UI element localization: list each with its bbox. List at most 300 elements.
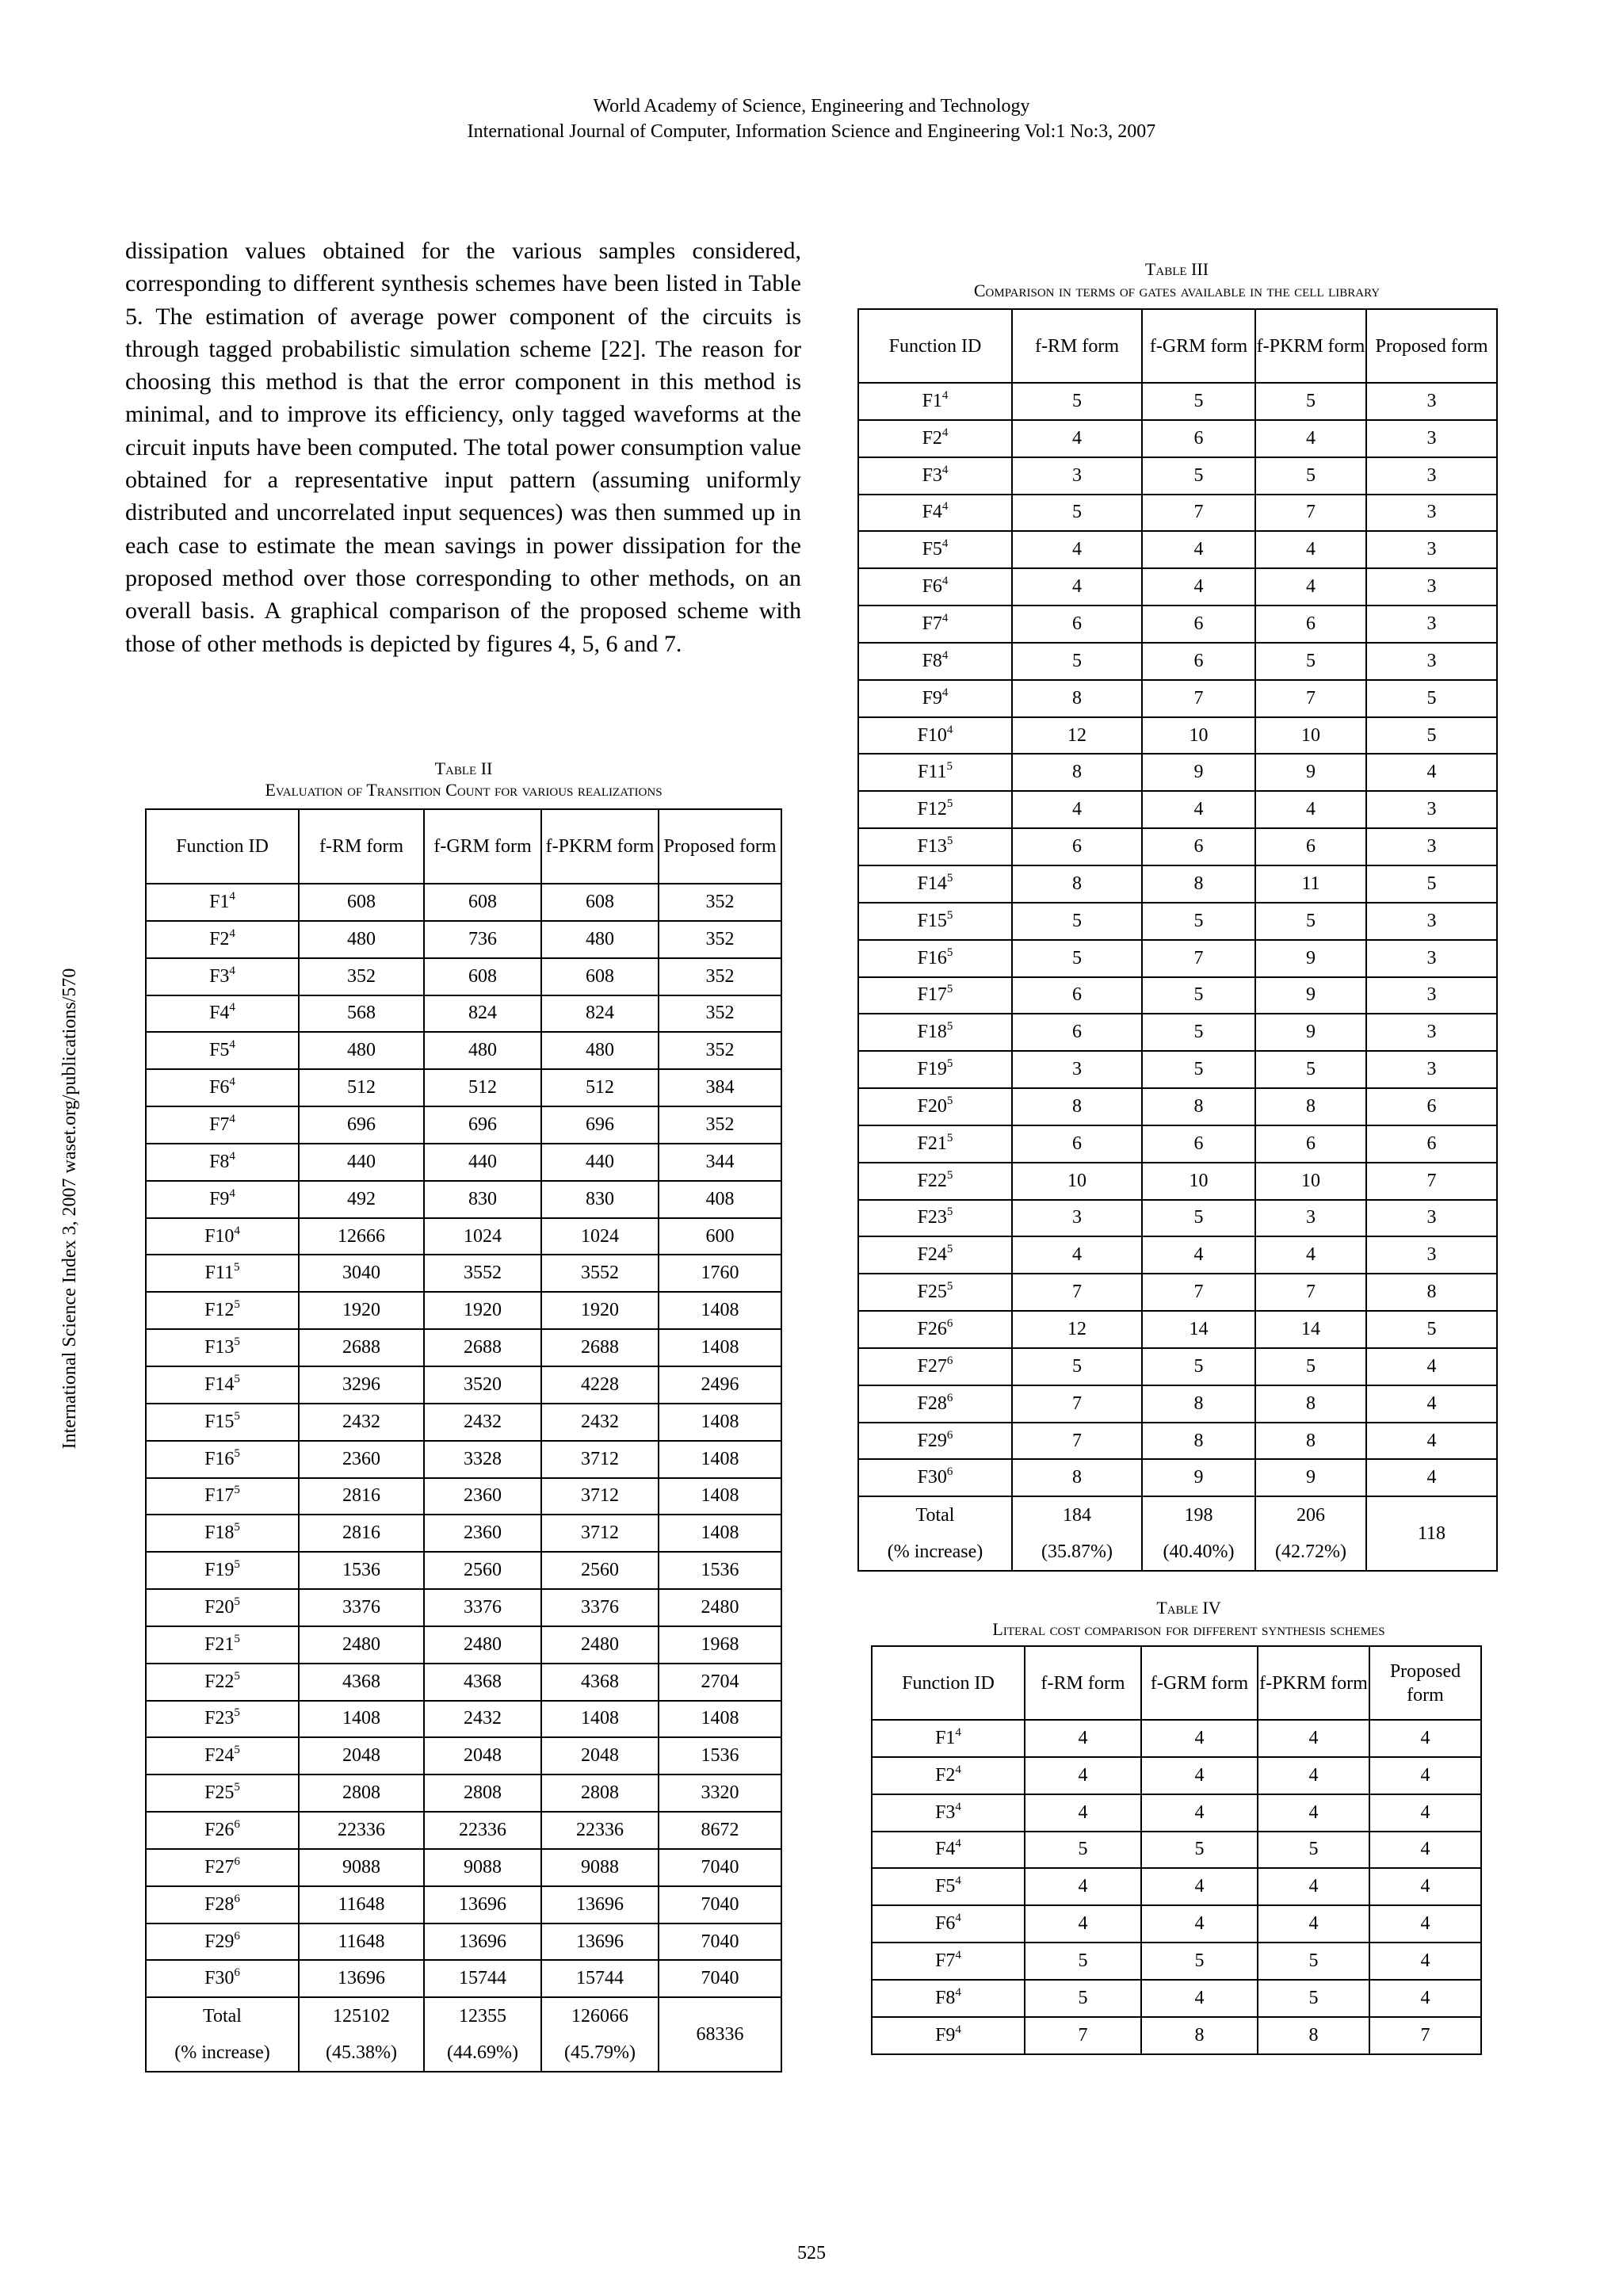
table3-total-value: 206 [1296,1505,1325,1526]
table3-function-id [858,643,1012,680]
table4-cell: 4 [1141,1757,1258,1794]
table3-row [858,531,1497,568]
table2-total-cell [659,1997,781,2072]
table3-cell: 5 [1255,383,1366,420]
table3-cell: 6 [1012,1125,1142,1163]
table3-cell: 3 [1366,977,1497,1014]
table3-cell: 3 [1255,1200,1366,1237]
table2-cell: 1024 [424,1218,541,1255]
table2-cell: 344 [659,1144,781,1181]
table3-function-id [858,1311,1012,1348]
function-superscript: 4 [229,1112,235,1125]
table2-cell: 11648 [299,1924,424,1961]
table2-cell: 1408 [541,1701,659,1738]
table4-cell: 4 [1141,1794,1258,1832]
table3-function-id [858,1236,1012,1274]
table2-cell: 13696 [424,1924,541,1961]
function-name: F27 [917,1355,947,1377]
table2-row [146,1515,781,1552]
function-superscript: 4 [941,388,949,402]
function-superscript: 5 [946,1131,953,1144]
table3-cell: 4 [1366,754,1497,791]
table3-total-cell [858,1496,1012,1571]
table4-cell: 4 [1258,1794,1369,1832]
function-name: F19 [204,1560,235,1581]
function-superscript: 5 [234,1298,240,1312]
table3-cell: 8 [1012,865,1142,903]
table3-cell: 6 [1142,420,1255,457]
table3-function-id [858,680,1012,717]
table3-cell: 4 [1366,1459,1497,1496]
function-superscript: 5 [234,1558,240,1572]
function-name: F11 [918,762,947,783]
table2-cell: 3712 [541,1478,659,1515]
table3-cell: 5 [1012,1348,1142,1385]
table3-row [858,457,1497,495]
table2-row [146,1552,781,1589]
function-name: F28 [917,1392,947,1414]
table3-cell: 10 [1142,717,1255,755]
table2-row [146,1886,781,1924]
table3-cell: 8 [1012,754,1142,791]
table3-cell: 5 [1366,1311,1497,1348]
table2-cell: 22336 [299,1812,424,1849]
table3-cell: 8 [1142,1423,1255,1460]
table4-row [872,1794,1481,1832]
table2-cell: 440 [424,1144,541,1181]
table2-cell: 352 [659,995,781,1033]
table4-cell: 4 [1141,1905,1258,1943]
table3-cell: 8 [1142,1385,1255,1423]
table3-cell: 4 [1255,1236,1366,1274]
function-superscript: 6 [234,1966,240,1980]
table3-cell: 4 [1366,1348,1497,1385]
table3-cell: 3 [1012,457,1142,495]
table3-function-id [858,1459,1012,1496]
table3-cell: 5 [1255,643,1366,680]
table2-cell: 824 [541,995,659,1033]
table3-row [858,680,1497,717]
function-name: F16 [917,947,947,968]
table2-cell: 8672 [659,1812,781,1849]
table2-increase-value: (44.69%) [447,2042,518,2064]
table2-row [146,995,781,1033]
table3-cell: 4 [1255,791,1366,828]
table3-cell: 5 [1255,1348,1366,1385]
table4-cell: 4 [1258,1720,1369,1757]
table3-cell: 5 [1366,717,1497,755]
function-superscript: 5 [234,1706,240,1720]
table3-cell: 4 [1142,568,1255,606]
table3-cell: 5 [1012,903,1142,940]
table3-cell: 5 [1142,1014,1255,1051]
table2-cell: 352 [659,921,781,958]
function-superscript: 5 [946,1020,953,1033]
table2-total-cell [299,1997,424,2072]
table2-cell: 696 [541,1106,659,1144]
table3-function-id [858,717,1012,755]
table3-cell: 9 [1255,1459,1366,1496]
table2-cell: 3376 [424,1589,541,1626]
table3-cell: 7 [1142,940,1255,977]
function-superscript: 4 [229,1001,235,1014]
table2-cell: 1408 [659,1515,781,1552]
table3-cell: 8 [1012,680,1142,717]
function-name: F16 [204,1448,235,1469]
table2-total-value: 126066 [571,2006,628,2027]
function-name: F8 [935,1987,956,2008]
table2-cell: 1760 [659,1255,781,1292]
function-name: F5 [935,1876,956,1897]
body-paragraph: dissipation values obtained for the various samples considered, corresponding to different synthesis schemes have been listed in Table 5. The estimation of average power component of the circuits is through tagged probabilistic simulation scheme [22]. The reason for choosing this method is that the error component in this method is minimal, and to improve its efficiency, only tagged waveforms at the circuit inputs have been computed. The total power consumption value obtained for a representative input pattern (assuming uniformly distributed and uncorrelated input sequences) was then summed up in each case to estimate the mean savings in power dissipation for the proposed method over those corresponding to other methods, on an overall basis. A graphical comparison of the proposed scheme with those of other methods is depicted by figures 4, 5, 6 and 7. [125,238,801,657]
table3-row [858,1348,1497,1385]
table2-cell: 440 [541,1144,659,1181]
table3-cell: 4 [1142,531,1255,568]
table3-function-id [858,1125,1012,1163]
table2-row [146,1775,781,1812]
table3-total-row [858,1496,1497,1571]
table3-row [858,606,1497,643]
table3-cell: 4 [1142,1236,1255,1274]
table2-cell: 9088 [424,1849,541,1886]
table3-header-cell: f-GRM form [1142,309,1255,383]
table2-cell: 480 [424,1032,541,1069]
function-superscript: 5 [946,760,953,774]
table2-function-id [146,1664,299,1701]
table3-cell: 4 [1012,568,1142,606]
table3-total-cell [1012,1496,1142,1571]
table3-cell: 8 [1142,865,1255,903]
table3-function-id [858,754,1012,791]
table3-cell: 4 [1366,1423,1497,1460]
table2-cell: 512 [541,1069,659,1106]
table4-cell: 4 [1258,1757,1369,1794]
table4-cell: 4 [1369,1832,1481,1869]
function-name: F18 [204,1522,235,1544]
table3-function-id [858,1200,1012,1237]
table3-row [858,1163,1497,1200]
table3-total-value: 184 [1063,1505,1091,1526]
table4-cell: 4 [1025,1905,1141,1943]
table3-row [858,1051,1497,1088]
table4-cell: 7 [1025,2017,1141,2054]
table2-cell: 384 [659,1069,781,1106]
table3-cell: 7 [1142,680,1255,717]
function-superscript: 5 [234,1669,240,1683]
function-superscript: 4 [229,926,235,940]
table2-cell: 15744 [541,1960,659,1997]
page-number: 525 [797,2243,826,2264]
table3-function-id [858,606,1012,643]
table2-cell: 352 [659,884,781,921]
table4-cell: 4 [1025,1868,1141,1905]
table4-cell: 4 [1258,1905,1369,1943]
table2-cell: 1408 [659,1441,781,1478]
table2-cell: 3552 [424,1255,541,1292]
table2-cell: 824 [424,995,541,1033]
table2-cell: 608 [424,958,541,995]
table2-increase-value: (% increase) [174,2042,270,2064]
table4 [871,1645,1482,2055]
table2-function-id [146,1960,299,1997]
table2-function-id [146,1069,299,1106]
table2-total-cell [146,1997,299,2072]
table2-cell: 608 [299,884,424,921]
function-name: F8 [209,1151,230,1172]
function-superscript: 5 [946,1057,953,1071]
table3-total-cell [1366,1496,1497,1571]
table3-cell: 6 [1142,1125,1255,1163]
table4-function-id [872,1980,1025,2017]
table3-row [858,1088,1497,1125]
function-name: F30 [204,1968,235,1989]
function-superscript: 4 [955,1874,961,1888]
table4-header-cell: f-PKRM form [1258,1646,1369,1720]
function-name: F20 [917,1095,947,1117]
function-name: F22 [204,1671,235,1692]
table4-function-id [872,1757,1025,1794]
table2-function-id [146,1329,299,1366]
table2-row [146,1441,781,1478]
table3-function-id [858,1423,1012,1460]
function-name: F11 [204,1263,234,1284]
function-name: F3 [935,1801,956,1823]
table3-header-row [858,309,1497,383]
table4-cell: 5 [1025,1980,1141,2017]
table2-total-value: 125102 [333,2006,390,2027]
function-superscript: 4 [229,964,235,977]
table4-cell: 5 [1141,1832,1258,1869]
function-superscript: 4 [941,537,949,551]
table3-cell: 4 [1012,1236,1142,1274]
table2-function-id [146,884,299,921]
table3-cell: 5 [1142,977,1255,1014]
table2-caption [147,758,781,800]
table2-row [146,1924,781,1961]
table2-cell: 11648 [299,1886,424,1924]
table2-cell: 600 [659,1218,781,1255]
function-name: F14 [204,1373,235,1395]
table3-function-id [858,940,1012,977]
table2-cell: 2560 [424,1552,541,1589]
table2-header-cell: Proposed form [659,809,781,884]
function-superscript: 5 [234,1484,240,1497]
table2-total-value: 12355 [459,2006,506,2027]
table2-row [146,921,781,958]
table3-cell: 5 [1142,1051,1255,1088]
table3-row [858,420,1497,457]
table3-function-id [858,420,1012,457]
function-name: F3 [209,965,230,987]
table3-cell: 3 [1366,1051,1497,1088]
table3-cell: 10 [1142,1163,1255,1200]
table2-cell: 2688 [424,1329,541,1366]
table3-function-id [858,495,1012,532]
function-name: F14 [917,873,947,894]
table2-cell: 4228 [541,1366,659,1404]
function-superscript: 4 [941,575,949,588]
table2-function-id [146,1737,299,1775]
function-superscript: 4 [955,1912,961,1925]
table2-total-cell [424,1997,541,2072]
table3-function-id [858,791,1012,828]
function-name: F27 [204,1856,235,1878]
table2-cell: 2360 [424,1515,541,1552]
function-name: F28 [204,1893,235,1915]
table3-cell: 6 [1142,828,1255,865]
table2-increase-value: (45.79%) [564,2042,636,2064]
function-superscript: 6 [946,1391,953,1404]
table3-cell: 5 [1012,495,1142,532]
function-superscript: 6 [234,1929,240,1943]
table2-row [146,1144,781,1181]
function-name: F22 [917,1170,947,1191]
table4-row [872,1720,1481,1757]
function-name: F26 [917,1319,947,1340]
table3-cell: 7 [1255,1274,1366,1311]
table3-function-id [858,1163,1012,1200]
table3-row [858,791,1497,828]
table2-cell: 2808 [299,1775,424,1812]
function-superscript: 4 [955,1725,961,1739]
table2-row [146,1106,781,1144]
function-name: F4 [935,1839,956,1860]
table3-function-id [858,568,1012,606]
table4-cell: 4 [1369,1794,1481,1832]
table3-row [858,1385,1497,1423]
table4-row [872,1943,1481,1980]
table4-cell: 4 [1141,1868,1258,1905]
table2-row [146,1181,781,1218]
function-superscript: 4 [941,463,949,476]
table2-cell: 3712 [541,1441,659,1478]
table4-cell: 4 [1369,1980,1481,2017]
table2 [145,808,782,2073]
table3-row [858,568,1497,606]
table3-cell: 3 [1366,420,1497,457]
function-superscript: 5 [234,1335,240,1349]
function-name: F21 [204,1633,235,1655]
table2-cell: 22336 [541,1812,659,1849]
table2-row [146,1812,781,1849]
table2-cell: 3040 [299,1255,424,1292]
table2-cell: 408 [659,1181,781,1218]
table3-cell: 7 [1366,1163,1497,1200]
table2-cell: 1920 [299,1292,424,1329]
table2-function-id [146,1255,299,1292]
function-name: F6 [935,1913,956,1935]
table2-function-id [146,1106,299,1144]
table2-row [146,1366,781,1404]
table2-cell: 1024 [541,1218,659,1255]
table3-function-id [858,457,1012,495]
table2-function-id [146,1849,299,1886]
table2-row [146,884,781,921]
table3-row [858,903,1497,940]
table2-cell: 3712 [541,1515,659,1552]
table4-cell: 5 [1258,1980,1369,2017]
function-name: F26 [204,1820,235,1841]
table2-header-row [146,809,781,884]
table3-cell: 3 [1366,457,1497,495]
table2-label: Table II [434,758,493,778]
table3 [857,308,1498,1572]
function-superscript: 5 [946,983,953,996]
table3-cell: 10 [1255,1163,1366,1200]
table2-function-id [146,1144,299,1181]
function-superscript: 4 [229,889,235,903]
table3-cell: 3 [1366,903,1497,940]
journal-header [0,94,1623,144]
table2-cell: 7040 [659,1924,781,1961]
table2-function-id [146,1404,299,1441]
function-superscript: 5 [234,1744,240,1757]
table3-row [858,643,1497,680]
table2-cell: 13696 [299,1960,424,1997]
function-name: F2 [209,928,230,949]
table4-header-row [872,1646,1481,1720]
table3-row [858,754,1497,791]
table2-cell: 830 [541,1181,659,1218]
table4-row [872,1868,1481,1905]
table2-cell: 2688 [541,1329,659,1366]
table2-cell: 13696 [541,1886,659,1924]
function-name: F21 [917,1133,947,1154]
table2-total-value: 68336 [696,2024,744,2046]
table2-function-id [146,1701,299,1738]
table3-header-cell: f-RM form [1012,309,1142,383]
table2-cell: 2432 [541,1404,659,1441]
table2-cell: 736 [424,921,541,958]
table2-cell: 440 [299,1144,424,1181]
table4-function-id [872,1832,1025,1869]
table2-total-cell [541,1997,659,2072]
table2-function-id [146,1181,299,1218]
table2-cell: 7040 [659,1849,781,1886]
table3-cell: 4 [1012,420,1142,457]
table3-cell: 8 [1012,1088,1142,1125]
table3-total-value: 118 [1417,1523,1446,1545]
table4-function-id [872,1943,1025,1980]
table3-function-id [858,865,1012,903]
table2-cell: 1536 [659,1737,781,1775]
table3-cell: 7 [1142,495,1255,532]
table3-header-cell: f-PKRM form [1255,309,1366,383]
table2-cell: 13696 [541,1924,659,1961]
table4-cell: 4 [1369,1905,1481,1943]
table2-cell: 608 [541,884,659,921]
function-superscript: 5 [946,835,953,848]
table2-cell: 1408 [659,1701,781,1738]
table3-cell: 9 [1142,754,1255,791]
table3-function-id [858,977,1012,1014]
function-superscript: 6 [234,1855,240,1868]
table3-cell: 12 [1012,717,1142,755]
table2-cell: 608 [541,958,659,995]
function-superscript: 4 [955,1985,961,1999]
table2-cell: 1536 [659,1552,781,1589]
table3-cell: 3 [1366,828,1497,865]
table4-row [872,1980,1481,2017]
table2-function-id [146,1924,299,1961]
table2-cell: 512 [299,1069,424,1106]
table3-cell: 8 [1255,1385,1366,1423]
table3-row [858,1236,1497,1274]
function-superscript: 4 [941,686,949,699]
table3-total-value: 198 [1184,1505,1213,1526]
table3-increase-value: (40.40%) [1163,1541,1235,1563]
table2-cell: 2048 [541,1737,659,1775]
